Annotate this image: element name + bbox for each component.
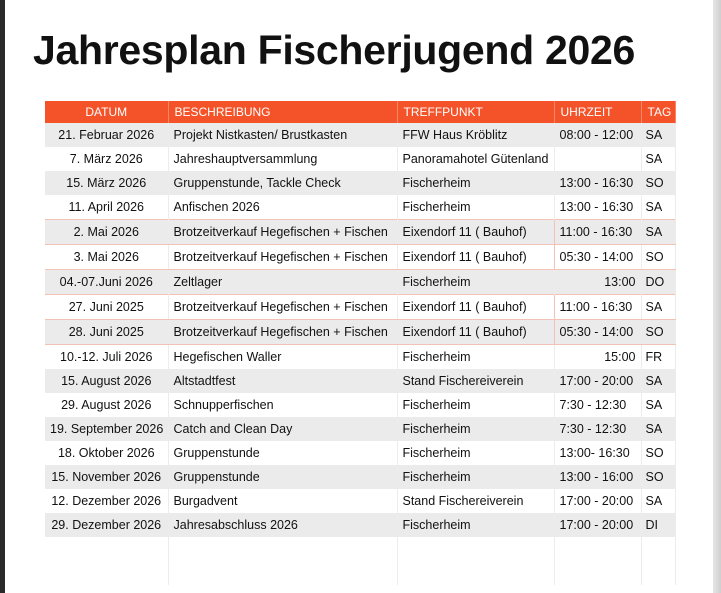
date-cell: 15. März 2026 xyxy=(45,171,168,195)
description-cell: Jahresabschluss 2026 xyxy=(168,513,397,537)
table-header-row xyxy=(45,101,675,123)
time-cell: 08:00 - 12:00 xyxy=(554,123,641,147)
empty-cell xyxy=(554,561,641,585)
date-cell: 29. Dezember 2026 xyxy=(45,513,168,537)
left-edge-border xyxy=(0,0,5,593)
date-cell: 18. Oktober 2026 xyxy=(45,441,168,465)
header-treffpunkt: TREFFPUNKT xyxy=(397,101,554,123)
location-cell: Fischerheim xyxy=(397,171,554,195)
date-cell: 15. November 2026 xyxy=(45,465,168,489)
time-cell: 17:00 - 20:00 xyxy=(554,513,641,537)
day-cell: SA xyxy=(641,417,675,441)
location-cell: Fischerheim xyxy=(397,513,554,537)
day-cell: SO xyxy=(641,171,675,195)
time-cell: 11:00 - 16:30 xyxy=(554,220,641,245)
description-cell: Hegefischen Waller xyxy=(168,345,397,370)
date-cell: 21. Februar 2026 xyxy=(45,123,168,147)
header-beschreibung: BESCHREIBUNG xyxy=(168,101,397,123)
description-cell: Schnupperfischen xyxy=(168,393,397,417)
description-cell: Brotzeitverkauf Hegefischen + Fischen xyxy=(168,245,397,270)
date-cell: 29. August 2026 xyxy=(45,393,168,417)
empty-cell xyxy=(554,537,641,561)
description-cell: Projekt Nistkasten/ Brustkasten xyxy=(168,123,397,147)
description-cell: Brotzeitverkauf Hegefischen + Fischen xyxy=(168,295,397,320)
table-row xyxy=(45,513,675,537)
table-row xyxy=(45,465,675,489)
empty-cell xyxy=(397,537,554,561)
location-cell: Fischerheim xyxy=(397,441,554,465)
header-uhrzeit: UHRZEIT xyxy=(554,101,641,123)
location-cell: Fischerheim xyxy=(397,393,554,417)
time-cell: 11:00 - 16:30 xyxy=(554,295,641,320)
time-cell: 13:00 xyxy=(554,270,641,295)
table-row xyxy=(45,295,675,320)
table-row xyxy=(45,369,675,393)
empty-cell xyxy=(168,561,397,585)
date-cell: 28. Juni 2025 xyxy=(45,320,168,345)
description-cell: Brotzeitverkauf Hegefischen + Fischen xyxy=(168,220,397,245)
location-cell: Stand Fischereiverein xyxy=(397,489,554,513)
date-cell: 15. August 2026 xyxy=(45,369,168,393)
page-title: Jahresplan Fischerjugend 2026 xyxy=(33,27,635,73)
time-cell: 7:30 - 12:30 xyxy=(554,417,641,441)
description-cell: Burgadvent xyxy=(168,489,397,513)
table-row xyxy=(45,417,675,441)
header-datum: DATUM xyxy=(45,101,168,123)
empty-row xyxy=(45,561,675,585)
time-cell: 13:00 - 16:30 xyxy=(554,195,641,220)
location-cell: Stand Fischereiverein xyxy=(397,369,554,393)
time-cell: 17:00 - 20:00 xyxy=(554,369,641,393)
day-cell: SO xyxy=(641,245,675,270)
day-cell: SA xyxy=(641,369,675,393)
time-cell: 15:00 xyxy=(554,345,641,370)
location-cell: Fischerheim xyxy=(397,465,554,489)
empty-cell xyxy=(168,537,397,561)
description-cell: Gruppenstunde xyxy=(168,441,397,465)
day-cell: SA xyxy=(641,489,675,513)
location-cell: Panoramahotel Gütenland xyxy=(397,147,554,171)
header-tag: TAG xyxy=(641,101,675,123)
empty-cell xyxy=(45,561,168,585)
day-cell: DO xyxy=(641,270,675,295)
schedule-table xyxy=(45,101,676,585)
day-cell: FR xyxy=(641,345,675,370)
table-row xyxy=(45,393,675,417)
table-row xyxy=(45,195,675,220)
time-cell: 7:30 - 12:30 xyxy=(554,393,641,417)
date-cell: 3. Mai 2026 xyxy=(45,245,168,270)
table-body xyxy=(45,123,675,585)
location-cell: Eixendorf 11 ( Bauhof) xyxy=(397,220,554,245)
description-cell: Catch and Clean Day xyxy=(168,417,397,441)
empty-cell xyxy=(397,561,554,585)
table-row xyxy=(45,320,675,345)
description-cell: Gruppenstunde, Tackle Check xyxy=(168,171,397,195)
empty-cell xyxy=(45,537,168,561)
time-cell: 13:00- 16:30 xyxy=(554,441,641,465)
day-cell: SA xyxy=(641,123,675,147)
location-cell: Fischerheim xyxy=(397,417,554,441)
time-cell: 17:00 - 20:00 xyxy=(554,489,641,513)
table-row xyxy=(45,489,675,513)
time-cell xyxy=(554,147,641,171)
description-cell: Zeltlager xyxy=(168,270,397,295)
day-cell: SA xyxy=(641,393,675,417)
table-row xyxy=(45,147,675,171)
day-cell: DI xyxy=(641,513,675,537)
date-cell: 10.-12. Juli 2026 xyxy=(45,345,168,370)
location-cell: Fischerheim xyxy=(397,195,554,220)
description-cell: Gruppenstunde xyxy=(168,465,397,489)
date-cell: 04.-07.Juni 2026 xyxy=(45,270,168,295)
date-cell: 19. September 2026 xyxy=(45,417,168,441)
description-cell: Brotzeitverkauf Hegefischen + Fischen xyxy=(168,320,397,345)
location-cell: Eixendorf 11 ( Bauhof) xyxy=(397,320,554,345)
location-cell: Eixendorf 11 ( Bauhof) xyxy=(397,295,554,320)
location-cell: Fischerheim xyxy=(397,270,554,295)
day-cell: SO xyxy=(641,441,675,465)
day-cell: SO xyxy=(641,465,675,489)
day-cell: SA xyxy=(641,147,675,171)
time-cell: 13:00 - 16:30 xyxy=(554,171,641,195)
description-cell: Anfischen 2026 xyxy=(168,195,397,220)
date-cell: 11. April 2026 xyxy=(45,195,168,220)
right-edge-border xyxy=(713,0,721,593)
location-cell: Fischerheim xyxy=(397,345,554,370)
location-cell: FFW Haus Kröblitz xyxy=(397,123,554,147)
empty-cell xyxy=(641,561,675,585)
day-cell: SA xyxy=(641,220,675,245)
date-cell: 2. Mai 2026 xyxy=(45,220,168,245)
table-row xyxy=(45,220,675,245)
description-cell: Altstadtfest xyxy=(168,369,397,393)
day-cell: SA xyxy=(641,195,675,220)
day-cell: SA xyxy=(641,295,675,320)
table-row xyxy=(45,171,675,195)
empty-row xyxy=(45,537,675,561)
time-cell: 05:30 - 14:00 xyxy=(554,245,641,270)
day-cell: SO xyxy=(641,320,675,345)
table-row xyxy=(45,441,675,465)
date-cell: 7. März 2026 xyxy=(45,147,168,171)
description-cell: Jahreshauptversammlung xyxy=(168,147,397,171)
table-row xyxy=(45,345,675,370)
time-cell: 13:00 - 16:00 xyxy=(554,465,641,489)
table-row xyxy=(45,245,675,270)
time-cell: 05:30 - 14:00 xyxy=(554,320,641,345)
date-cell: 12. Dezember 2026 xyxy=(45,489,168,513)
empty-cell xyxy=(641,537,675,561)
date-cell: 27. Juni 2025 xyxy=(45,295,168,320)
table-row xyxy=(45,123,675,147)
location-cell: Eixendorf 11 ( Bauhof) xyxy=(397,245,554,270)
table-row xyxy=(45,270,675,295)
